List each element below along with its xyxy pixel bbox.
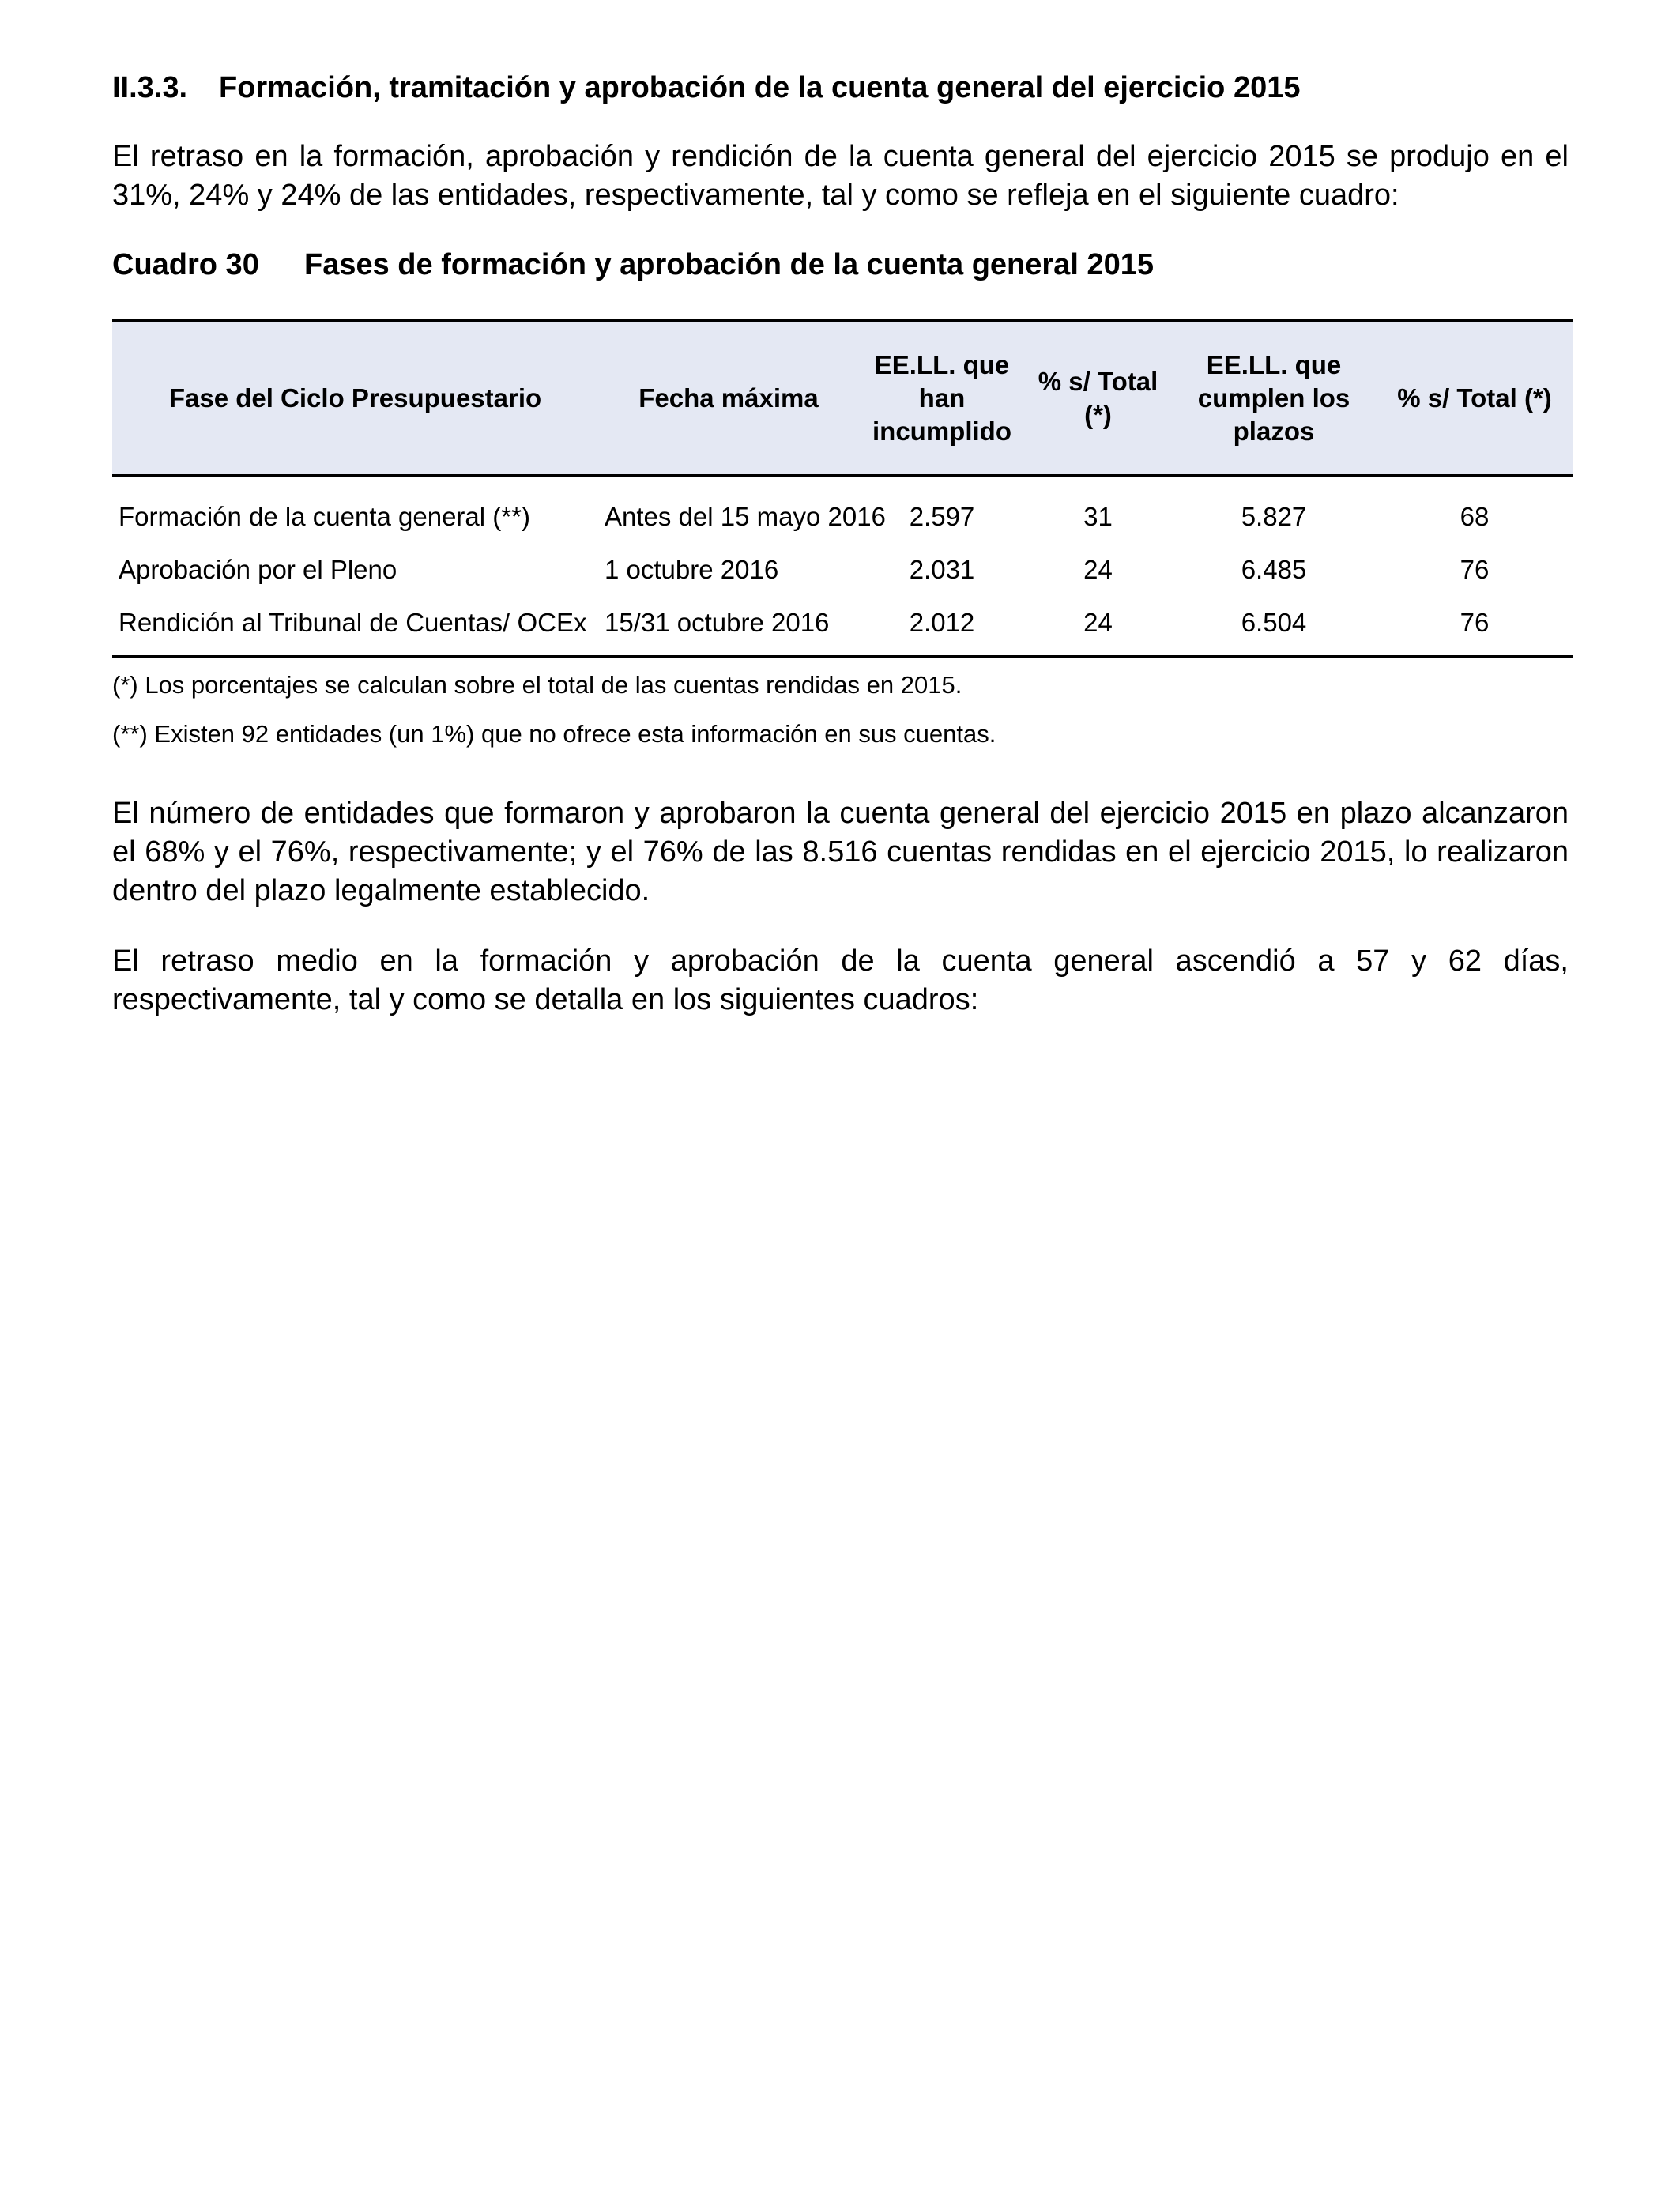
paragraph-3: El retraso medio en la formación y aprobación de la cuenta general ascendió a 57 y 62 días, respectivamente, tal y como se detalla en los siguientes cuadros: [112,944,1569,1016]
cell-fecha: 1 octubre 2016 [605,554,779,584]
table-row [112,596,1573,657]
phases-table [112,319,1573,658]
cell-incumplido: 2.597 [909,501,975,531]
cell-pct-cumplen: 76 [1460,607,1490,637]
table-row [112,476,1573,543]
cell-incumplido: 2.012 [909,607,975,637]
cell-fecha: Antes del 15 mayo 2016 [605,501,886,531]
section-heading [112,70,1569,106]
cell-pct-cumplen: 68 [1460,501,1490,531]
cell-pct-incumplido: 24 [1083,554,1113,584]
table-note: (*) Los porcentajes se calculan sobre el total de las cuentas rendidas en 2015. [112,671,962,699]
cell-pct-incumplido: 31 [1083,501,1113,531]
header-pct-cumplen: % s/ Total (*) [1397,383,1552,413]
table-header-row [112,321,1573,476]
intro-paragraph: El retraso en la formación, aprobación y rendición de la cuenta general del ejercicio 2015 se produjo en el 31%, 24% y 24% de las entidades, respectivamente, tal y como se refleja en el siguiente cuadro: [112,140,1569,212]
cell-cumplen: 6.485 [1241,554,1307,584]
header-fase: Fase del Ciclo Presupuestario [168,383,542,413]
cell-fase: Aprobación por el Pleno [119,554,397,584]
cell-fase: Rendición al Tribunal de Cuentas/ OCEx [119,607,587,637]
table-notes [112,669,1569,750]
table-caption-label: Cuadro 30 [112,248,259,281]
cell-cumplen: 5.827 [1241,501,1307,531]
header-fecha: Fecha máxima [638,383,819,413]
cell-fecha: 15/31 octubre 2016 [605,607,830,637]
paragraph-2: El número de entidades que formaron y aprobaron la cuenta general del ejercicio 2015 en plazo alcanzaron el 68% y el 76%, respectivamente; y el 76% de las 8.516 cuentas rendidas en el ejercicio 2015, lo realizaron dentro del plazo legalmente establecido. [112,797,1569,907]
section-title: Formación, tramitación y aprobación de la cuenta general del ejercicio 2015 [219,71,1301,104]
header-cumplen: EE.LL. que cumplen los plazos [1197,350,1350,446]
cell-cumplen: 6.504 [1241,607,1307,637]
cell-pct-incumplido: 24 [1083,607,1113,637]
table-note: (**) Existen 92 entidades (un 1%) que no ofrece esta información en sus cuentas. [112,720,996,748]
table-row [112,543,1573,596]
table-caption-title: Fases de formación y aprobación de la cuenta general 2015 [304,248,1154,281]
cell-pct-cumplen: 76 [1460,554,1490,584]
table-header [112,321,1573,476]
table-caption [112,247,1569,283]
header-pct-incumplido: % s/ Total (*) [1038,367,1158,429]
cell-fase: Formación de la cuenta general (**) [119,501,530,531]
table-body [112,476,1573,657]
section-number: II.3.3. [112,71,188,104]
cell-incumplido: 2.031 [909,554,975,584]
document-page [112,70,1569,1051]
header-incumplido: EE.LL. que han incumplido [872,350,1011,446]
